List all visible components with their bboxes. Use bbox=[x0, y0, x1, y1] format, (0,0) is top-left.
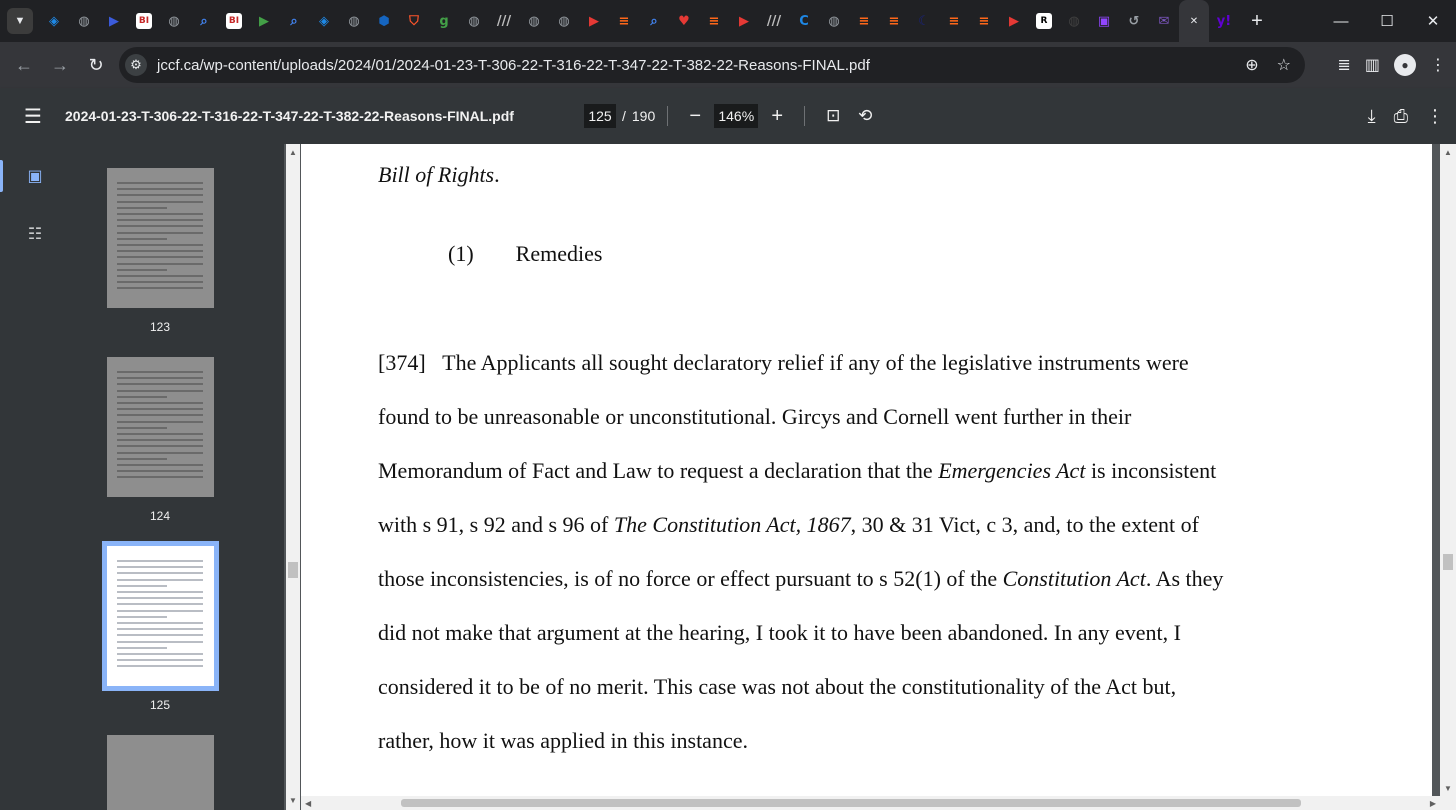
back-button[interactable] bbox=[6, 47, 42, 83]
text-line bbox=[378, 350, 1189, 376]
dark-globe-icon: ◍ bbox=[1068, 13, 1080, 29]
substack-icon: ≡ bbox=[708, 13, 720, 29]
page-thumbnail[interactable] bbox=[107, 735, 214, 810]
thumbnail-text-line bbox=[117, 628, 203, 630]
text-span: . bbox=[494, 162, 500, 187]
text-line bbox=[378, 566, 1223, 592]
tab[interactable] bbox=[159, 0, 189, 42]
horizontal-scrollbar-thumb[interactable] bbox=[401, 799, 1301, 807]
thumbnail-text-line bbox=[117, 188, 203, 190]
reload-button[interactable] bbox=[78, 47, 114, 83]
text-span: , 30 & 31 Vict, c 3, and, to the extent of bbox=[850, 512, 1199, 537]
text-line bbox=[378, 728, 748, 754]
cube-icon: ⬢ bbox=[378, 13, 390, 29]
italic-text: Bill of Rights bbox=[378, 162, 495, 187]
arrow-left-icon: ← bbox=[15, 54, 33, 75]
thumbnail-text-line bbox=[117, 476, 203, 478]
youtube-icon: ▶ bbox=[589, 13, 599, 29]
thumbnail-text-line bbox=[117, 281, 203, 283]
text-line bbox=[378, 458, 1216, 484]
text-span: those inconsistencies, is of no force or effect pursuant to s 52(1) of the bbox=[378, 566, 1003, 591]
tab[interactable] bbox=[279, 0, 309, 42]
window-controls bbox=[1318, 0, 1456, 42]
page-thumbnail[interactable] bbox=[107, 357, 214, 497]
play-forward-icon: ▶ bbox=[109, 13, 119, 29]
sidebar-rail bbox=[0, 144, 70, 810]
tab[interactable] bbox=[129, 0, 159, 42]
thumbnail-text-line bbox=[117, 287, 203, 289]
globe-icon: ◍ bbox=[78, 13, 90, 29]
rumble-icon: ▶ bbox=[259, 13, 269, 29]
tab[interactable] bbox=[399, 0, 429, 42]
tab[interactable] bbox=[609, 0, 639, 42]
close-window-icon[interactable]: ✕ bbox=[1426, 13, 1440, 30]
tab[interactable] bbox=[579, 0, 609, 42]
thumbnail-text-line bbox=[117, 269, 167, 271]
italic-text: Emergencies Act bbox=[938, 458, 1086, 483]
thumbnail-text-line bbox=[117, 427, 167, 429]
thumbnail-text-line bbox=[117, 452, 203, 454]
thumbnail-text-line bbox=[117, 579, 203, 581]
thumbnail-text-line bbox=[117, 653, 203, 655]
yahoo-icon: y! bbox=[1216, 13, 1232, 29]
globe-icon: ◍ bbox=[528, 13, 540, 29]
thumbnails-icon[interactable]: ▣ bbox=[27, 168, 43, 185]
tab[interactable] bbox=[729, 0, 759, 42]
shield-icon: ◈ bbox=[319, 13, 329, 29]
thumbnail-page-number: 124 bbox=[149, 509, 171, 523]
tab[interactable] bbox=[819, 0, 849, 42]
history-icon: ↺ bbox=[1128, 13, 1140, 29]
fit-page-icon[interactable]: ⊡ bbox=[826, 106, 841, 125]
thumbnail-text-line bbox=[117, 244, 203, 246]
tab[interactable] bbox=[639, 0, 669, 42]
tab[interactable] bbox=[879, 0, 909, 42]
toolbar-right bbox=[1337, 42, 1446, 88]
thumbnail-page-number: 125 bbox=[149, 698, 171, 712]
page-total: 190 bbox=[631, 108, 656, 124]
tab[interactable] bbox=[999, 0, 1029, 42]
rail-selection-indicator bbox=[0, 160, 3, 192]
arrow-right-icon: → bbox=[51, 54, 69, 75]
thumbnail-text-line bbox=[117, 665, 203, 667]
thumbnail-text-line bbox=[117, 634, 203, 636]
zoom-icon[interactable]: ⊕ bbox=[1245, 57, 1259, 74]
chevron-down-icon: ▼ bbox=[14, 15, 26, 27]
tab[interactable] bbox=[69, 0, 99, 42]
thumbnail-text-line bbox=[117, 421, 203, 423]
url-text[interactable]: jccf.ca/wp-content/uploads/2024/01/2024-01-23-T-306-22-T-316-22-T-347-22-T-382-22-Reasons-FINAL.pdf bbox=[157, 56, 870, 74]
section-heading bbox=[448, 241, 602, 267]
thumbnail-text-line bbox=[117, 603, 203, 605]
shield-icon: ◈ bbox=[49, 13, 59, 29]
text-line bbox=[378, 404, 1131, 430]
tab[interactable] bbox=[369, 0, 399, 42]
pdf-title: 2024-01-23-T-306-22-T-316-22-T-347-22-T-382-22-Reasons-FINAL.pdf bbox=[65, 108, 514, 124]
bi-logo-icon: BI bbox=[136, 13, 152, 29]
thumbnail-text-line bbox=[117, 560, 203, 562]
thumbnail-text-line bbox=[117, 383, 203, 385]
tab-search-button[interactable] bbox=[7, 8, 33, 34]
close-icon: ✕ bbox=[1189, 15, 1199, 27]
thumbnail-text-line bbox=[117, 390, 203, 392]
thumbnail-text-line bbox=[117, 458, 167, 460]
italic-text: Constitution Act bbox=[1002, 566, 1146, 591]
text-span: considered it to be of no merit. This case was not about the constitutionality of the Act but, bbox=[378, 674, 1177, 699]
tab-active[interactable] bbox=[1179, 0, 1209, 42]
thumbnail-text-line bbox=[117, 572, 203, 574]
tab[interactable] bbox=[309, 0, 339, 42]
search-icon: ⌕ bbox=[650, 13, 658, 29]
text-span: rather, how it was applied in this instance. bbox=[378, 728, 748, 753]
zoom-controls bbox=[680, 104, 792, 128]
reload-icon: ↻ bbox=[88, 54, 104, 75]
thumbnail-text-line bbox=[117, 408, 203, 410]
zoom-in-icon[interactable]: + bbox=[771, 104, 784, 127]
thumbnail-text-line bbox=[117, 470, 203, 472]
thumbnail-text-line bbox=[117, 622, 203, 624]
thumbnail-text-line bbox=[117, 207, 167, 209]
page-separator: / bbox=[622, 108, 626, 124]
left-scrollbar[interactable]: ▲ ▼ bbox=[286, 144, 300, 810]
tab-list bbox=[39, 0, 1239, 42]
text-span: with s 91, s 92 and s 96 of bbox=[378, 512, 614, 537]
pdf-more-icon[interactable]: ⋮ bbox=[1426, 105, 1444, 126]
left-scrollbar-thumb[interactable] bbox=[288, 562, 298, 578]
youtube-icon: ▶ bbox=[1009, 13, 1019, 29]
tune-icon: ⚙ bbox=[130, 57, 142, 72]
r-logo-icon: R bbox=[1036, 13, 1052, 29]
tab[interactable] bbox=[969, 0, 999, 42]
tab[interactable] bbox=[1029, 0, 1059, 42]
thumbnail-text-line bbox=[117, 256, 203, 258]
pdf-actions bbox=[1368, 88, 1444, 144]
tab[interactable] bbox=[99, 0, 129, 42]
vertical-scrollbar-thumb[interactable] bbox=[1443, 554, 1453, 570]
text-line bbox=[378, 512, 1199, 538]
substack-icon: ≡ bbox=[888, 13, 900, 29]
thumbnail-text-line bbox=[117, 402, 203, 404]
heading-label: Remedies bbox=[515, 241, 603, 266]
tab[interactable] bbox=[1149, 0, 1179, 42]
text-span: did not make that argument at the hearing, I took it to have been abandoned. In any event, I bbox=[378, 620, 1181, 645]
thumbnail-text-line bbox=[117, 275, 203, 277]
podcast-icon: ♥ bbox=[678, 13, 690, 29]
zoom-input[interactable] bbox=[714, 104, 758, 128]
thumbnail-text-line bbox=[117, 597, 203, 599]
youtube-icon: ▶ bbox=[739, 13, 749, 29]
tab[interactable] bbox=[789, 0, 819, 42]
thumbnail-page-number: 123 bbox=[149, 320, 171, 334]
tab[interactable] bbox=[1119, 0, 1149, 42]
brave-icon: ⛉ bbox=[409, 13, 419, 29]
rotate-icon[interactable]: ⟲ bbox=[858, 106, 873, 125]
text-line bbox=[378, 620, 1181, 646]
toolbar-divider bbox=[804, 106, 805, 126]
thumbnail-text-line bbox=[117, 225, 203, 227]
tab[interactable] bbox=[1059, 0, 1089, 42]
slash-logo-icon: /// bbox=[496, 13, 512, 29]
heading-number: (1) bbox=[448, 241, 474, 266]
thumbnail-text-line bbox=[117, 439, 203, 441]
moon-icon: ☾ bbox=[918, 13, 930, 29]
horizontal-scrollbar[interactable]: ◀ ▶ bbox=[301, 796, 1440, 810]
thumbnail-text-line bbox=[117, 433, 203, 435]
minimize-icon[interactable]: — bbox=[1333, 12, 1349, 30]
tab[interactable] bbox=[39, 0, 69, 42]
document-viewport bbox=[284, 144, 1456, 810]
thumbnail-text-line bbox=[117, 591, 203, 593]
pdf-toolbar bbox=[0, 88, 1456, 144]
omnibox-actions bbox=[1245, 47, 1291, 83]
download-icon[interactable]: ⤓ bbox=[1367, 105, 1376, 126]
thumbnail-text-line bbox=[117, 238, 167, 240]
text-span: [374] The Applicants all sought declaratory relief if any of the legislative instruments were bbox=[378, 350, 1189, 375]
tab[interactable] bbox=[219, 0, 249, 42]
slash-logo-icon: /// bbox=[766, 13, 782, 29]
thumbnail-text-line bbox=[117, 377, 203, 379]
tab[interactable] bbox=[1089, 0, 1119, 42]
text-span: Memorandum of Fact and Law to request a declaration that the bbox=[378, 458, 939, 483]
globe-icon: ◍ bbox=[558, 13, 570, 29]
thumbnail-text-line bbox=[117, 396, 167, 398]
tab[interactable] bbox=[939, 0, 969, 42]
zoom-out-icon[interactable]: − bbox=[689, 104, 702, 127]
globe-icon: ◍ bbox=[168, 13, 180, 29]
thumbnail-text-line bbox=[117, 213, 203, 215]
thumbnail-text-line bbox=[117, 219, 203, 221]
substack-icon: ≡ bbox=[858, 13, 870, 29]
tab[interactable] bbox=[459, 0, 489, 42]
thumbnail-text-line bbox=[117, 445, 203, 447]
site-info-button[interactable] bbox=[125, 54, 147, 76]
forward-button[interactable] bbox=[42, 47, 78, 83]
tab[interactable] bbox=[519, 0, 549, 42]
browser-toolbar bbox=[0, 42, 1456, 88]
thumbnail-text-line bbox=[117, 371, 203, 373]
c-logo-icon: C bbox=[799, 13, 809, 29]
search-icon: ⌕ bbox=[200, 13, 208, 29]
thumbnail-text-line bbox=[117, 250, 203, 252]
thumbnail-text-line bbox=[117, 641, 203, 643]
more-menu-icon[interactable]: ⋮ bbox=[1430, 57, 1446, 74]
thumbnail-text-line bbox=[117, 659, 203, 661]
thumbnail-text-line bbox=[117, 232, 203, 234]
globe-icon: ◍ bbox=[348, 13, 360, 29]
g-logo-icon: g bbox=[439, 13, 449, 29]
text-span: is inconsistent bbox=[1085, 458, 1217, 483]
toolbar-divider bbox=[667, 106, 668, 126]
maximize-icon[interactable]: ☐ bbox=[1380, 13, 1394, 30]
print-icon[interactable]: ⎙ bbox=[1393, 105, 1408, 126]
thumbnail-text-line bbox=[117, 263, 203, 265]
substack-icon: ≡ bbox=[948, 13, 960, 29]
substack-icon: ≡ bbox=[978, 13, 990, 29]
new-tab-button[interactable]: + bbox=[1251, 9, 1263, 32]
tab[interactable] bbox=[549, 0, 579, 42]
thumbnail-text-line bbox=[117, 464, 203, 466]
media-control-icon[interactable]: ≣ bbox=[1337, 57, 1351, 74]
search-icon: ⌕ bbox=[290, 13, 298, 29]
menu-icon[interactable]: ☰ bbox=[24, 105, 42, 128]
text-span: . As they bbox=[1145, 566, 1224, 591]
tab[interactable] bbox=[669, 0, 699, 42]
substack-icon: ≡ bbox=[618, 13, 630, 29]
thumbnail-text-line bbox=[117, 566, 203, 568]
text-line bbox=[378, 674, 1176, 700]
text-line-intro bbox=[378, 162, 500, 188]
tab[interactable] bbox=[759, 0, 789, 42]
tab[interactable] bbox=[189, 0, 219, 42]
page-number-input[interactable] bbox=[584, 104, 616, 128]
page-thumbnail[interactable] bbox=[107, 546, 214, 686]
tab[interactable] bbox=[849, 0, 879, 42]
address-bar[interactable] bbox=[119, 47, 1305, 83]
thumbnail-text-line bbox=[117, 647, 167, 649]
thumbnail-text-line bbox=[117, 182, 203, 184]
page-thumbnail[interactable] bbox=[107, 168, 214, 308]
tab[interactable] bbox=[1209, 0, 1239, 42]
text-span: found to be unreasonable or unconstitutional. Gircys and Cornell went further in their bbox=[378, 404, 1132, 429]
tab[interactable] bbox=[909, 0, 939, 42]
twitch-icon: ▣ bbox=[1097, 13, 1111, 29]
thumbnail-text-line bbox=[117, 201, 203, 203]
bookmark-star-icon[interactable]: ☆ bbox=[1276, 57, 1291, 74]
globe-icon: ◍ bbox=[828, 13, 840, 29]
italic-text: The Constitution Act, 1867 bbox=[613, 512, 851, 537]
profile-avatar[interactable]: ● bbox=[1394, 54, 1416, 76]
thumbnail-text-line bbox=[117, 610, 203, 612]
mail-icon: ✉ bbox=[1158, 13, 1170, 29]
tab-strip bbox=[0, 0, 1456, 42]
globe-icon: ◍ bbox=[468, 13, 480, 29]
thumbnail-text-line bbox=[117, 585, 167, 587]
tab[interactable] bbox=[429, 0, 459, 42]
vertical-scrollbar[interactable]: ▲ ▼ bbox=[1440, 144, 1456, 810]
thumbnail-text-line bbox=[117, 194, 203, 196]
side-panel-icon[interactable]: ▥ bbox=[1364, 57, 1380, 74]
thumbnail-text-line bbox=[117, 616, 167, 618]
bi-logo-icon: BI bbox=[226, 13, 242, 29]
tab[interactable] bbox=[249, 0, 279, 42]
outline-icon[interactable]: ☷ bbox=[27, 226, 43, 243]
pdf-page bbox=[301, 144, 1432, 796]
tab[interactable] bbox=[489, 0, 519, 42]
thumbnail-panel bbox=[70, 144, 284, 810]
page-selector bbox=[584, 103, 881, 129]
tab[interactable] bbox=[699, 0, 729, 42]
thumbnail-text-line bbox=[117, 414, 203, 416]
tab[interactable] bbox=[339, 0, 369, 42]
